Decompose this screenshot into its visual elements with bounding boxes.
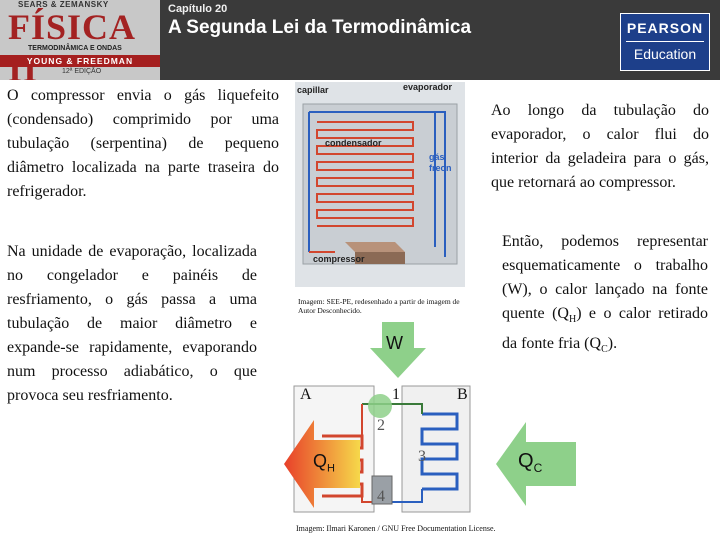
paragraph-schematic bbox=[502, 230, 708, 362]
publisher-name: PEARSON bbox=[626, 20, 704, 36]
heat-cold-sub: C bbox=[533, 461, 543, 475]
label-capillar: capillar bbox=[297, 85, 329, 95]
diagram-label-b: B bbox=[457, 386, 468, 403]
heat-hot-sub: H bbox=[327, 462, 335, 475]
schematic-text-post: ). bbox=[607, 335, 618, 353]
label-freon: freon bbox=[429, 163, 452, 173]
label-compressor: compressor bbox=[313, 254, 365, 264]
slide-header bbox=[0, 0, 720, 80]
chapter-number: Capítulo 20 bbox=[168, 3, 228, 15]
paragraph-evaporation: Na unidade de evaporação, localizada no congelador e painéis de resfriamento, o gás passa a uma tubulação de maior diâmetro e expande-se rapidamente, evaporando num processo adiabático, o que provoca seu resfriamento. bbox=[7, 243, 257, 404]
schematic-sub-h: H bbox=[568, 314, 577, 326]
work-label: W bbox=[386, 333, 403, 353]
book-authors: YOUNG & FREEDMAN bbox=[0, 55, 160, 67]
book-series: SEARS & ZEMANSKY bbox=[18, 0, 109, 9]
paragraph-evaporator-heat: Ao longo da tubulação do evaporador, o calor flui do interior da geladeira para o gás, que retornará ao compressor. bbox=[491, 102, 709, 191]
diagram-label-4: 4 bbox=[377, 488, 385, 505]
diagram-label-2: 2 bbox=[377, 417, 385, 434]
publisher-division: Education bbox=[633, 46, 697, 62]
schematic-text-pre: Então, podemos representar esquematicamente o trabalho (W), o calor lançado na fonte quente (Q bbox=[502, 233, 708, 322]
heat-cold-q: Q bbox=[518, 450, 534, 472]
heat-hot-label bbox=[313, 451, 335, 475]
diagram-label-3: 3 bbox=[418, 448, 426, 465]
diagram-caption: Imagem: Ilmari Karonen / GNU Free Documentation License. bbox=[296, 524, 496, 533]
fridge-caption: Imagem: SEE-PE, redesenhado a partir de imagem de Autor Desconhecido. bbox=[298, 297, 460, 315]
label-gas: gás bbox=[429, 152, 445, 162]
chapter-title: A Segunda Lei da Termodinâmica bbox=[168, 17, 472, 38]
book-edition: 12ª EDIÇÃO bbox=[62, 68, 102, 75]
schematic-sub-c: C bbox=[601, 344, 608, 356]
heat-cold-label bbox=[518, 450, 542, 475]
book-subtitle: TERMODINÂMICA E ONDAS bbox=[28, 45, 122, 52]
diagram-label-1: 1 bbox=[392, 386, 400, 403]
label-condensador: condensador bbox=[325, 138, 382, 148]
book-title: FÍSICA bbox=[8, 7, 135, 47]
publisher-divider bbox=[626, 41, 704, 42]
fridge-illustration bbox=[295, 82, 465, 287]
paragraph-compressor: O compressor envia o gás liquefeito (condensado) comprimido por uma tubulação (serpentina) de pequeno diâmetro localizada na parte traseira do refrigerador. bbox=[7, 87, 279, 200]
schematic-text-mid: ) e o calor retirado da fonte fria (Q bbox=[502, 305, 709, 353]
publisher-logo bbox=[620, 13, 710, 71]
label-evaporador: evaporador bbox=[403, 82, 453, 92]
diagram-label-a: A bbox=[300, 386, 312, 403]
book-logo bbox=[0, 0, 160, 80]
heat-hot-q: Q bbox=[313, 451, 328, 471]
